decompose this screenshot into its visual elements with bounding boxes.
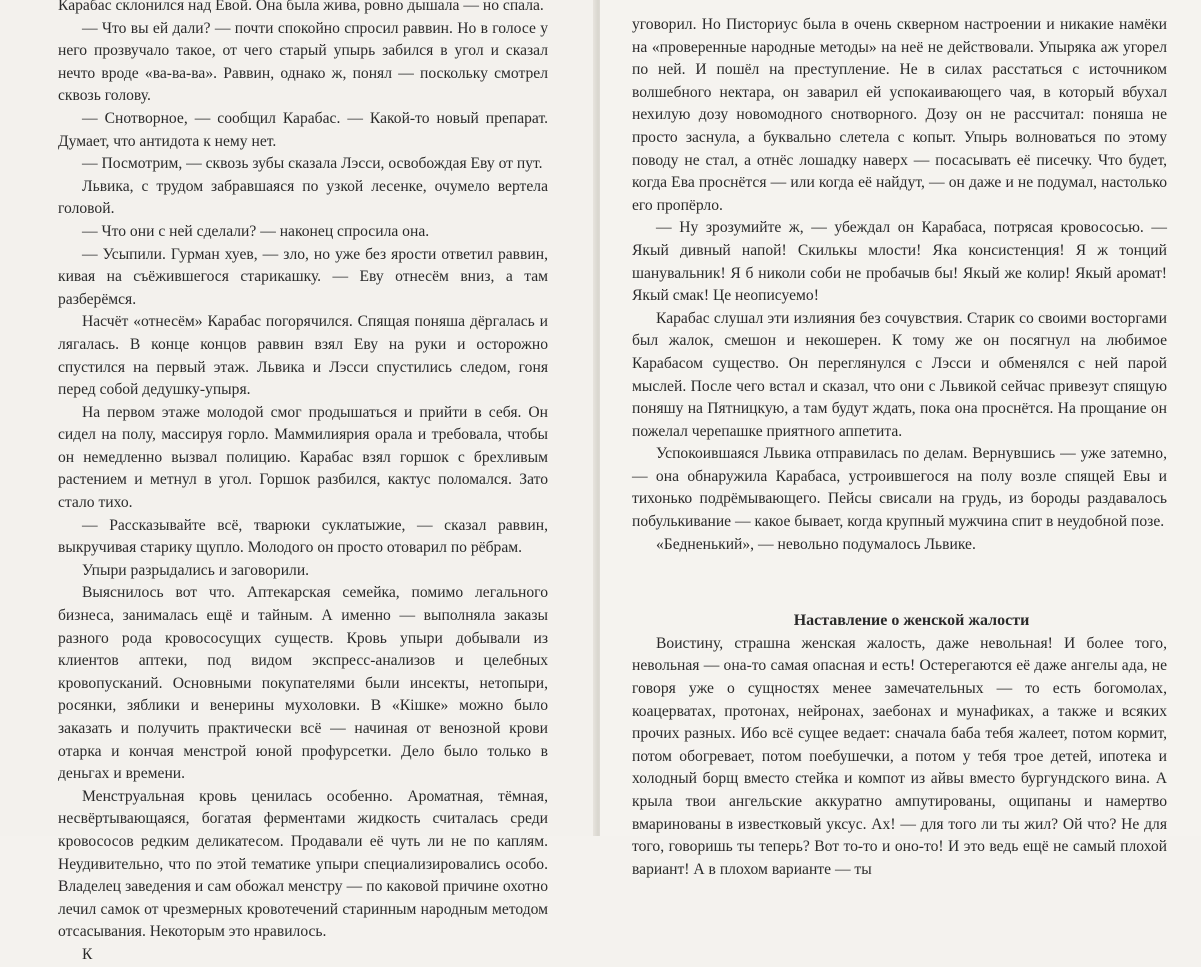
paragraph: — Что вы ей дали? — почти спокойно спросил раввин. Но в голосе у него прозвучало такое, от чего старый упырь забился в угол и сказал нечто вроде «ва-ва-ва». Раввин, однако ж, понял — поскольку смотрел сквозь голову. xyxy=(58,19,548,105)
paragraph: Упыри разрыдались и заговорили. xyxy=(82,561,310,579)
paragraph: Львика, с трудом забравшаяся по узкой лесенке, очумело вертела головой. xyxy=(58,177,548,218)
paragraph: На первом этаже молодой смог продышаться и прийти в себя. Он сидел на полу, массируя горло. Маммилиярия орала и требовала, чтобы он немедленно вызвал полицию. Карабас взял горшок с брехливым растением и метнул в угол. Горшок разбился, кактус поломался. Зато стало тихо. xyxy=(58,403,548,512)
paragraph: уговорил. Но Писториус была в очень скверном настроении и никакие намёки на «проверенные народные методы» на неё не действовали. Упыряка аж угорел по ней. И пошёл на преступление. Не в силах расстаться с источником волшебного нектара, он заварил ей успокаивающего чая, в который вбухал нехилую дозу новомодного снотворного. Дозу он не рассчитал: поняша не просто заснула, а буквально слетела с копыт. Упырь волноваться по этому поводу не стал, а отнёс лошадку наверх — посасывать её писечку. Что будет, когда Ева проснётся — или когда её найдут, — он даже и не подумал, настолько его пропёрло. xyxy=(632,16,1167,214)
paragraph: Успокоившаяся Львика отправилась по делам. Вернувшись — уже затемно, — она обнаружила Карабаса, устроившегося на полу возле спящей Евы и тихонько подрёмывающего. Пейсы свисали на грудь, из бороды раздавалось побулькивание — какое бывает, когда крупный мужчина спит в неудобной позе. xyxy=(632,445,1167,531)
paragraph: — Ну зрозумийте ж, — убеждал он Карабаса, потрясая кровососью. — Якый дивный напой! Скилькы млости! Яка консистенция! Я ж тонций шанувальник! Я б николи соби не пробачыв бы! Якый же колир! Якый аромат! Якый смак! Це неописуемо! xyxy=(632,219,1167,305)
left-text-column xyxy=(58,0,548,967)
paragraph: Карабас слушал эти излияния без сочувствия. Старик со своими восторгами был жалок, смешон и некошерен. К тому же он посягнул на любимое Карабасом существо. Он переглянулся с Лэсси и обменялся с ней парой мыслей. После чего встал и сказал, что они с Львикой сейчас привезут спящую поняшу на Пятницкую, а там будут ждать, пока она проснётся. На прощание он пожелал черепашке приятного аппетита. xyxy=(632,309,1167,440)
paragraph: — Усыпили. Гурман хуев, — зло, но уже без ярости ответил раввин, кивая на съёжившегося старикашку. — Еву отнесём вниз, а там разберёмся. xyxy=(58,245,548,308)
right-text-column xyxy=(632,14,1167,881)
paragraph: Карабас склонился над Евой. Она была жива, ровно дышала — но спала. xyxy=(58,0,544,14)
paragraph: Воистину, страшна женская жалость, даже невольная! И более того, невольная — она-то самая опасная и есть! Остерегаются её даже ангелы ада, не говоря уже о сущностях менее замечательных — то есть богомолах, коацерватах, протонах, нейронах, заебонах и мунафиках, а также и всяких прочих разных. Ибо всё сущее ведает: сначала баба тебя жалеет, потом кормит, потом обогревает, потом поебушечки, а потом у тебя трое детей, ипотека и холодный борщ вместо стейка и компот из айвы вместо бургундского вина. А крыла твои ангельские аккуратно ампутированы, ощипаны и намертво вмаринованы в известковый уксус. Ах! — для того ли ты жил? Ой что? Не для того, говоришь ты теперь? Вот то-то и оно-то! И это ведь ещё не самый плохой вариант! А в плохом варианте — ты xyxy=(632,634,1167,878)
paragraph: Выяснилось вот что. Аптекарская семейка, помимо легального бизнеса, занималась ещё и тайным. А именно — выполняла заказы разного рода кровососущих существ. Кровь упыри добывали из клиентов аптеки, под видом экспресс-анализов и целебных кровопусканий. Основными покупателями были инсекты, нетопыри, росянки, зяблики и венерины мухоловки. В «Кішке» можно было заказать и получить практически всё — начиная от венозной крови отарка и кончая менстрой юной профурсетки. Дело было только в деньгах и времени. xyxy=(58,584,548,783)
paragraph: — Что они с ней сделали? — наконец спросила она. xyxy=(82,222,430,240)
right-page xyxy=(600,0,1201,878)
section-spacer xyxy=(632,556,1167,610)
section-title: Наставление о женской жалости xyxy=(793,612,1030,630)
cut-off-line: К xyxy=(82,945,93,963)
paragraph: Насчёт «отнесём» Карабас погорячился. Спящая поняша дёргалась и лягалась. В конце концов раввин взял Еву на руки и осторожно спустился на первый этаж. Львика и Лэсси спустились следом, гоня перед собой дедушку-упыря. xyxy=(58,313,548,399)
paragraph: — Рассказывайте всё, тварюки суклатыжие, — сказал раввин, выкручивая старику щупло. Молодого он просто отоварил по рёбрам. xyxy=(58,516,548,557)
paragraph: — Посмотрим, — сквозь зубы сказала Лэсси, освобождая Еву от пут. xyxy=(82,155,543,173)
paragraph: Менструальная кровь ценилась особенно. Ароматная, тёмная, несвёртывающаяся, богатая ферментами жидкость считалась среди кровососов редким деликатесом. Продавали её чуть ли не по каплям. Неудивительно, что по этой тематике упыри специализировались особо. Владелец заведения и сам обожал менстру — по каковой причине охотно лечил самок от чрезмерных кровотечений старинным народным методом отсасывания. Некоторым это нравилось. xyxy=(58,787,548,941)
paragraph: — Снотворное, — сообщил Карабас. — Какой-то новый препарат. Думает, что антидота к нему нет. xyxy=(58,109,548,150)
left-page xyxy=(0,0,596,963)
paragraph: «Бедненький», — невольно подумалось Львике. xyxy=(656,535,976,553)
